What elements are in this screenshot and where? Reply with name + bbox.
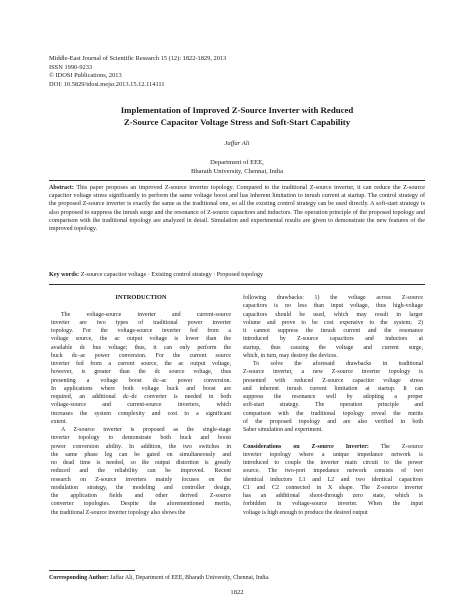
intro-paragraph-2: [51, 426, 231, 517]
left-column: [51, 294, 231, 517]
text-line: inverter topology to demonstrate both buck and boost: [51, 435, 231, 442]
text-line: suppress the resonance well by adopting a proper: [243, 394, 423, 400]
text-line: reduced and the reliability can be improved. Recent: [51, 468, 231, 475]
footnote-label: Corresponding Author:: [49, 575, 109, 581]
text-line: power conversion ability. In addition, the two switches in: [51, 443, 231, 450]
text-line: the traditional Z-source inverter topology also shows the: [51, 509, 186, 516]
text-line: the same phase leg can be gated on simultaneously and: [51, 451, 231, 458]
affiliation-university: Bharath University, Chennai, India: [190, 167, 284, 175]
text-line: voltage is high enough to produce the desired output: [243, 509, 368, 516]
text-line: has an additional shoot-through zero state, which is: [243, 493, 423, 499]
text-line: inverter fed from a current source, the ac output voltage,: [51, 361, 231, 367]
text-line: research on Z-source inverters mainly focuses on the: [51, 476, 231, 483]
text-line: capacitors should be used, which may result in larger: [243, 311, 423, 318]
text-line: and inherent inrush current limitation at startup. It can: [243, 385, 423, 392]
text-line: of the proposed topology and are also verified in both: [243, 418, 423, 425]
text-line: no dead time is needed, so the output distortion is greatly: [51, 460, 231, 466]
keywords-bottom-rule: [49, 284, 425, 285]
considerations-first-line: [243, 443, 423, 451]
text-line: To solve the aforesaid drawbacks in traditional: [253, 361, 423, 367]
title-line-1: Implementation of Improved Z-Source Inverter with Reduced: [120, 105, 354, 115]
solution-paragraph: [243, 360, 423, 434]
intro-paragraph-1: [51, 311, 231, 427]
text-line: source. The two-port impedance network consists of two: [243, 468, 423, 475]
text-line: converter topologies. Despite the aforementioned merits,: [51, 501, 231, 508]
text-line: Saber simulation and experiment.: [243, 427, 323, 433]
text-line: following drawbacks: 1) the voltage across Z-source: [243, 295, 423, 301]
text-line: capacitors is no less than input voltage, thus high-voltage: [243, 303, 423, 310]
abstract: [49, 184, 425, 233]
journal-header: [49, 55, 226, 89]
paper-title: [40, 105, 434, 128]
text-line: Z-source inverter, a new Z-source inverter topology is: [243, 369, 423, 376]
text-line: comparison with the traditional topology reveal the merits: [243, 410, 423, 417]
text-line: The voltage-source inverter and current-source: [61, 311, 231, 318]
author-name: Jaffar Ali: [224, 140, 250, 147]
text-line: inverter topology where a unique impedance network is: [243, 451, 423, 458]
text-line: volume and prove to be cost expensive to the system; 2): [243, 319, 423, 326]
abstract-label: Abstract:: [49, 185, 74, 191]
text-line: introduced by Z-source capacitors and inductors at: [243, 336, 423, 343]
considerations-paragraph: [243, 451, 423, 517]
abstract-text: This paper proposes an improved Z-source inverter topology. Compared to the traditional Z-source inverter, it can reduce the Z-source capacitor voltage stress significantly to perform the same voltage boost and has inherent limitation to inrush current at startup. The control strategy of the proposed Z-source inverter is exactly the same as the traditional one, so all the existing control strategy can be used directly. A soft-start strategy is also proposed to suppress the inrush surge and the resonance of Z-source capacitors and inductors. The operation principle of the proposed topology and comparison with the traditional topology are analyzed in detail. Simulation and experimental results are given to demonstrate the new features of the improved topology.: [49, 185, 425, 233]
text-line: required, an additional dc–dc converter is needed in both: [51, 394, 231, 400]
keywords-label: Key words:: [49, 272, 80, 278]
page-number: 1822: [230, 589, 244, 596]
text-line: it cannot suppress the inrush current and the resonance: [243, 328, 423, 334]
author-affiliation: [0, 159, 474, 176]
text-line: however, is greater than the dc source voltage, thus: [51, 369, 231, 376]
introduction-heading: INTRODUCTION: [115, 294, 167, 301]
text-line: extent.: [51, 418, 67, 425]
considerations-heading: Considerations on Z-source Inverter:: [243, 443, 369, 450]
title-line-2: Z-Source Capacitor Voltage Stress and Soft-Start Capability: [123, 116, 351, 127]
journal-doi: DOI: 10.5829/idosi.mejsr.2013.15.12.114111: [49, 80, 165, 88]
text-line: identical inductors L1 and L2 and two identical capacitors: [243, 476, 423, 483]
abstract-top-rule: [49, 180, 425, 181]
corresponding-author-footnote: [49, 575, 270, 581]
text-line: A Z-source inverter is proposed as the single-stage: [61, 427, 231, 433]
journal-issn: ISSN 1990-9233: [49, 63, 93, 71]
considerations-first-text: The Z-source: [380, 443, 423, 450]
journal-copyright: © IDOSI Publications, 2013: [49, 72, 122, 80]
text-line: voltage source, the ac output voltage is lower than the: [51, 336, 231, 343]
affiliation-department: Department of EEE,: [210, 159, 264, 166]
text-line: which, in turn, may destroy the devices.: [243, 352, 338, 359]
drawbacks-paragraph: [243, 294, 423, 360]
text-line: buck dc–ac power conversion. For the current source: [51, 352, 231, 359]
text-line: presenting a voltage boost dc–ac power conversion.: [51, 377, 231, 384]
text-line: available dc bus voltage; thus, it can only perform the: [51, 344, 231, 351]
text-line: introduced to couple the inverter main circuit to the power: [243, 460, 423, 466]
text-line: C1 and C2 connected in X shape. The Z-source inverter: [243, 484, 423, 491]
text-line: inverter are two types of traditional power inverter: [51, 319, 231, 326]
keywords-text: Z-source capacitor voltage · Existing control strategy · Proposed topology: [80, 272, 264, 278]
text-line: increases the system complexity and cost to a significant: [51, 410, 231, 417]
footnote-rule: [49, 570, 135, 571]
keywords: [49, 272, 425, 278]
text-line: In applications where both voltage buck and boost are: [51, 385, 231, 392]
right-column: [243, 294, 423, 517]
text-line: forbidden in voltage-source inverter. When the input: [243, 501, 423, 508]
text-line: modulation strategy, the modeling and controller design,: [51, 484, 231, 491]
text-line: topology. For the voltage-source inverter fed from a: [51, 328, 231, 334]
text-line: voltage-source and current-source inverters, which: [51, 402, 231, 409]
journal-citation: Middle-East Journal of Scientific Research 15 (12): 1822-1829, 2013: [49, 55, 227, 62]
footnote-text: Jaffar Ali, Department of EEE, Bharath University, Chennai, India.: [110, 575, 270, 581]
text-line: the application fields and other derived Z-source: [51, 493, 231, 499]
text-line: startup, thus causing the voltage and current surge,: [243, 344, 423, 351]
text-line: soft-start strategy. The operation principle and: [243, 402, 423, 409]
text-line: presented with reduced Z-source capacitor voltage stress: [243, 377, 423, 384]
